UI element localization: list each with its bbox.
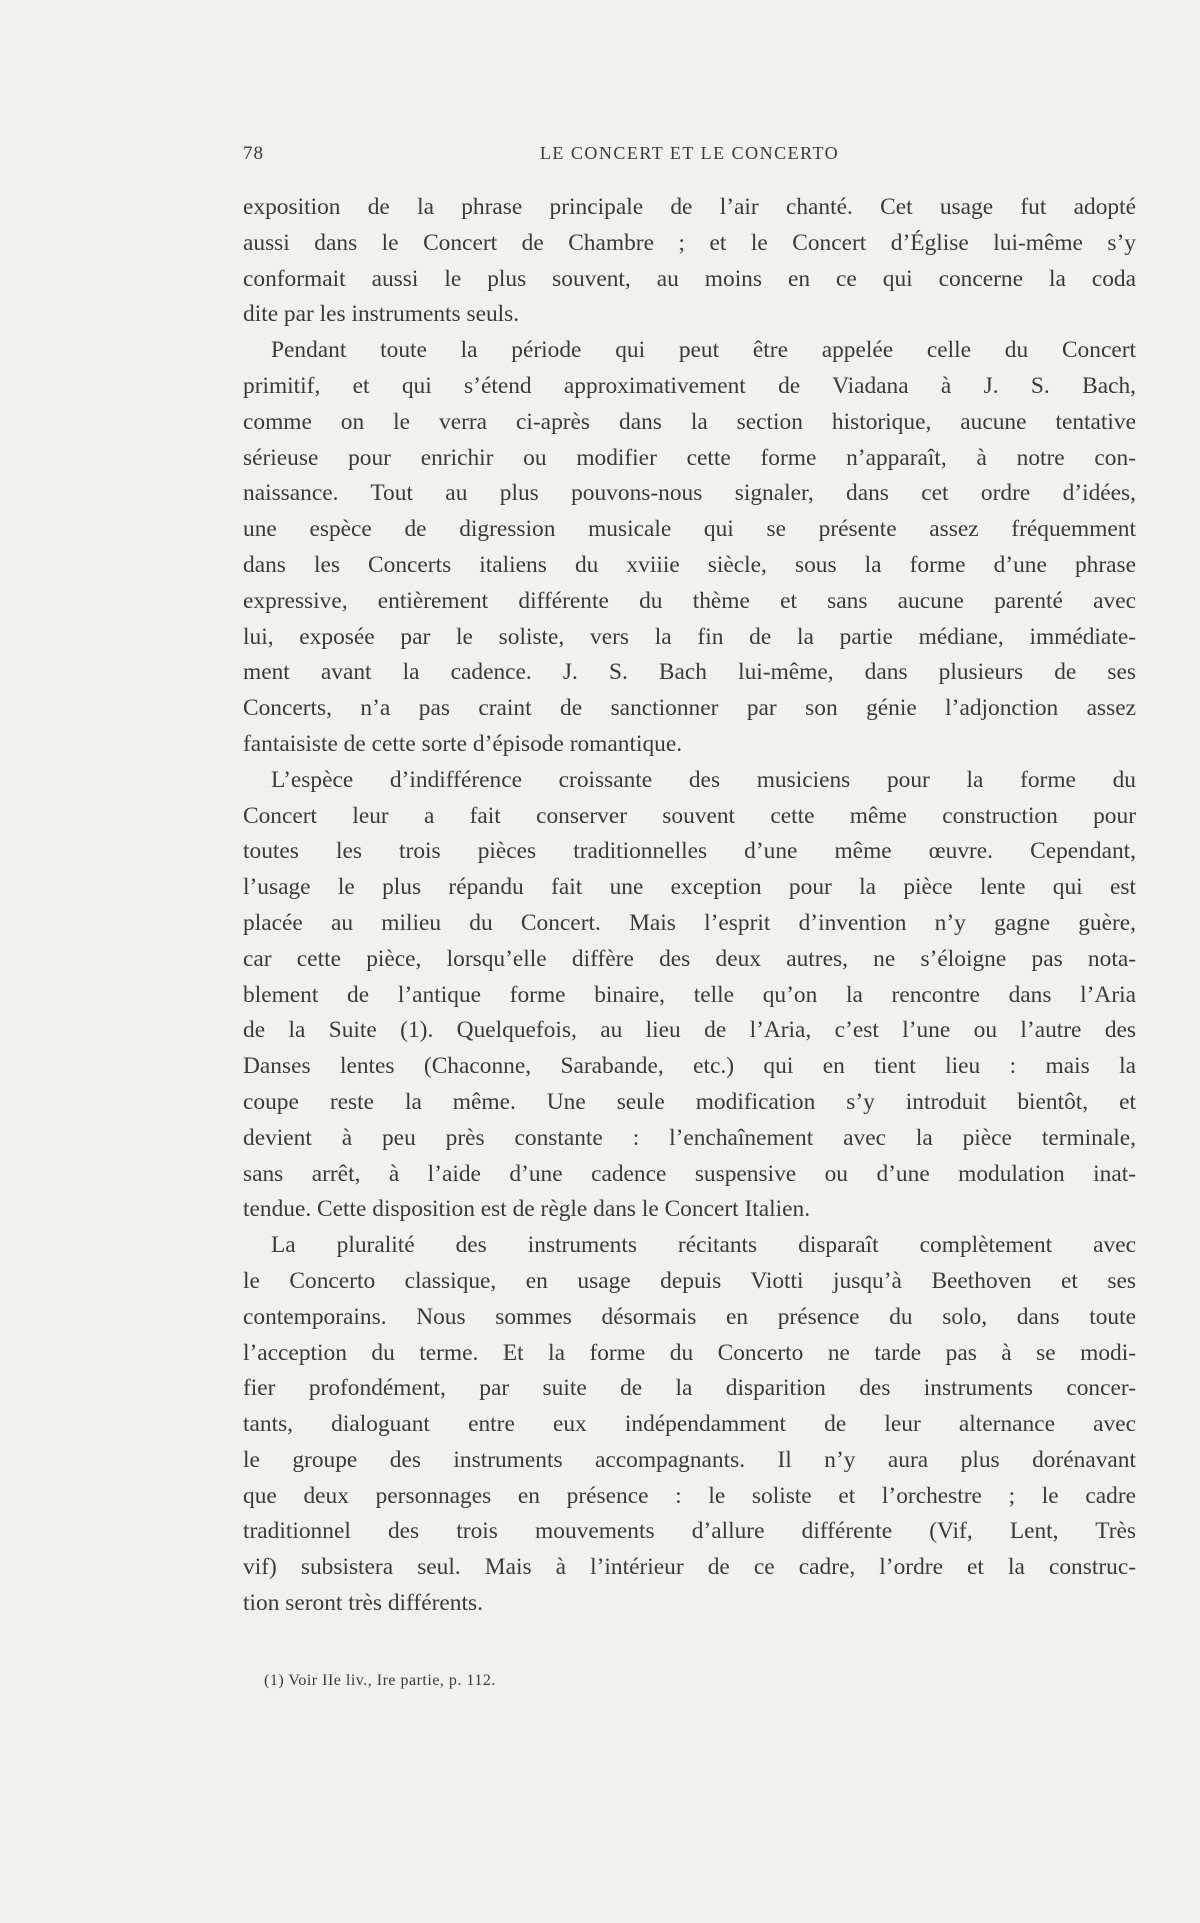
text-line: Pendant toute la période qui peut être appelée celle du Concert <box>271 337 1136 364</box>
text-line: toutes les trois pièces traditionnelles d’une même œuvre. Cependant, <box>243 838 1136 865</box>
text-line: tendue. Cette disposition est de règle dans le Concert Italien. <box>243 1196 811 1223</box>
text-line: placée au milieu du Concert. Mais l’esprit d’invention n’y gagne guère, <box>243 909 1136 936</box>
text-line: aussi dans le Concert de Chambre ; et le Concert d’Église lui-même s’y <box>243 229 1136 256</box>
text-line: exposition de la phrase principale de l’air chanté. Cet usage fut adopté <box>243 194 1136 220</box>
text-line: une espèce de digression musicale qui se présente assez fréquemment <box>243 516 1136 543</box>
text-line: comme on le verra ci-après dans la section historique, aucune tentative <box>243 408 1136 435</box>
text-line: sans arrêt, à l’aide d’une cadence suspensive ou d’une modulation inat- <box>243 1160 1136 1187</box>
text-line: blement de l’antique forme binaire, telle qu’on la rencontre dans l’Aria <box>243 981 1136 1008</box>
text-line: sérieuse pour enrichir ou modifier cette forme n’apparaît, à notre con- <box>243 444 1136 471</box>
text-line: contemporains. Nous sommes désormais en présence du solo, dans toute <box>243 1303 1136 1330</box>
text-line: L’espèce d’indifférence croissante des musiciens pour la forme du <box>271 766 1136 793</box>
running-title: LE CONCERT ET LE CONCERTO <box>539 143 840 163</box>
text-line: La pluralité des instruments récitants disparaît complètement avec <box>271 1232 1136 1259</box>
text-line: Concert leur a fait conserver souvent cette même construction pour <box>243 802 1136 829</box>
paragraph <box>243 763 1136 1228</box>
text-line: l’usage le plus répandu fait une exception pour la pièce lente qui est <box>243 874 1136 901</box>
text-line: Concerts, n’a pas craint de sanctionner par son génie l’adjonction assez <box>243 695 1136 722</box>
text-line: fier profondément, par suite de la disparition des instruments concer- <box>243 1375 1136 1402</box>
text-line: que deux personnages en présence : le soliste et l’orchestre ; le cadre <box>243 1482 1136 1509</box>
text-line: le Concerto classique, en usage depuis Viotti jusqu’à Beethoven et ses <box>243 1267 1136 1294</box>
text-line: de la Suite (1). Quelquefois, au lieu de l’Aria, c’est l’une ou l’autre des <box>243 1017 1136 1044</box>
text-line: devient à peu près constante : l’enchaînement avec la pièce terminale, <box>243 1124 1136 1151</box>
text-line: naissance. Tout au plus pouvons-nous signaler, dans cet ordre d’idées, <box>243 480 1136 507</box>
paragraph <box>243 333 1136 763</box>
text-line: tion seront très différents. <box>243 1590 483 1617</box>
text-line: ment avant la cadence. J. S. Bach lui-même, dans plusieurs de ses <box>243 659 1136 686</box>
page-number: 78 <box>243 143 264 164</box>
text-line: coupe reste la même. Une seule modification s’y introduit bientôt, et <box>243 1088 1136 1115</box>
text-line: conformait aussi le plus souvent, au moins en ce qui concerne la coda <box>243 265 1136 292</box>
text-line: tants, dialoguant entre eux indépendamment de leur alternance avec <box>243 1411 1136 1438</box>
page-header <box>243 143 1136 173</box>
paragraph <box>243 190 1136 333</box>
text-line: lui, exposée par le soliste, vers la fin de la partie médiane, immédiate- <box>243 623 1136 650</box>
text-line: fantaisiste de cette sorte d’épisode romantique. <box>243 730 683 757</box>
body-text <box>243 190 1136 1622</box>
footnote: (1) Voir IIe liv., Ire partie, p. 112. <box>264 1672 496 1689</box>
text-line: primitif, et qui s’étend approximativement de Viadana à J. S. Bach, <box>243 372 1136 399</box>
text-line: dite par les instruments seuls. <box>243 301 520 328</box>
text-line: le groupe des instruments accompagnants. Il n’y aura plus dorénavant <box>243 1446 1136 1473</box>
text-line: traditionnel des trois mouvements d’allure différente (Vif, Lent, Très <box>243 1518 1136 1545</box>
text-line: expressive, entièrement différente du thème et sans aucune parenté avec <box>243 587 1136 614</box>
text-line: Danses lentes (Chaconne, Sarabande, etc.) qui en tient lieu : mais la <box>243 1053 1136 1080</box>
text-line: car cette pièce, lorsqu’elle diffère des deux autres, ne s’éloigne pas nota- <box>243 945 1136 972</box>
text-line: l’acception du terme. Et la forme du Concerto ne tarde pas à se modi- <box>243 1339 1136 1366</box>
text-line: dans les Concerts italiens du xviiie siècle, sous la forme d’une phrase <box>243 551 1136 578</box>
text-line: vif) subsistera seul. Mais à l’intérieur de ce cadre, l’ordre et la construc- <box>243 1554 1136 1581</box>
paragraph <box>243 1228 1136 1622</box>
